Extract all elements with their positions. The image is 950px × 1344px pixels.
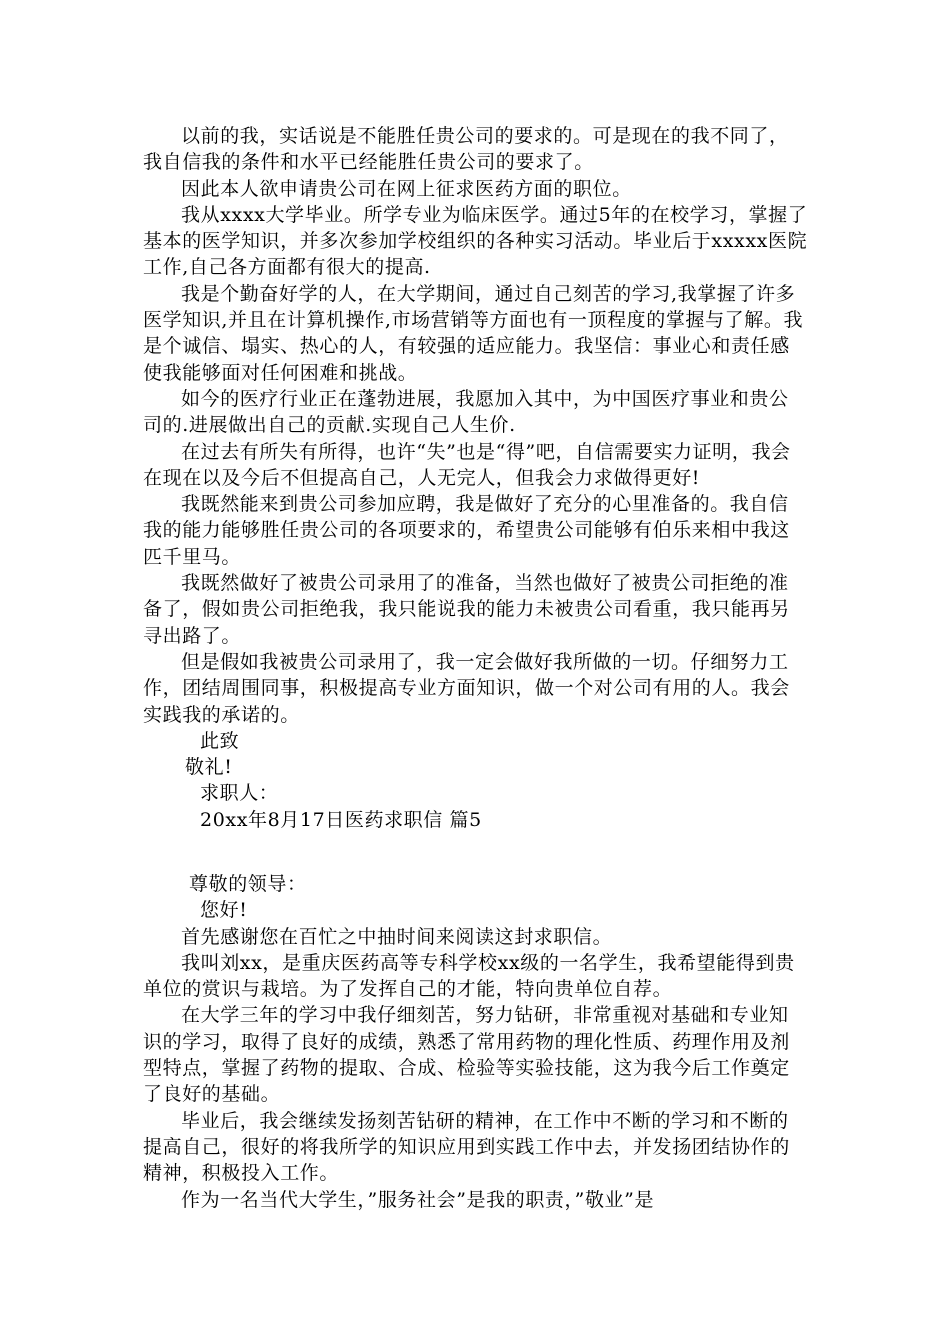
letter-body-part-2 — [143, 871, 808, 1213]
greeting-line: 尊敬的领导： — [189, 873, 307, 895]
salute-line: 敬礼! — [185, 756, 233, 779]
closing-line: 此致 — [200, 729, 240, 752]
letter-body-part-1 — [143, 123, 808, 833]
paragraph: 在过去有所失有所得，也许“失”也是“得”吧，自信需要实力证明，我会在现在以及今后不但提高自己，人无完人，但我会力求做得更好! — [143, 440, 791, 489]
paragraph: 毕业后，我会继续发扬刻苦钻研的精神，在工作中不断的学习和不断的提高自己，很好的将我所学的知识应用到实践工作中去，并发扬团结协作的精神，积极投入工作。 — [143, 1109, 790, 1185]
paragraph: 我从xxxx大学毕业。所学专业为临床医学。通过5年的在校学习，掌握了基本的医学知识，并多次参加学校组织的各种实习活动。毕业后于xxxxx医院工作,自己各方面都有很大的提高. — [143, 203, 808, 279]
paragraph: 在大学三年的学习中我仔细刻苦，努力钻研，非常重视对基础和专业知识的学习，取得了良好的成绩，熟悉了常用药物的理化性质、药理作用及剂型特点，掌握了药物的提取、合成、检验等实验技能，这为我今后工作奠定了良好的基础。 — [143, 1004, 790, 1106]
paragraph: 以前的我，实话说是不能胜任贵公司的要求的。可是现在的我不同了，我自信我的条件和水平已经能胜任贵公司的要求了。 — [143, 125, 789, 174]
paragraph: 我叫刘xx，是重庆医药高等专科学校xx级的一名学生，我希望能得到贵单位的赏识与栽培。为了发挥自己的才能，特向贵单位自荐。 — [143, 951, 795, 1001]
paragraph: 但是假如我被贵公司录用了，我一定会做好我所做的一切。仔细努力工作，团结周围同事，积极提高专业方面知识，做一个对公司有用的人。我会实践我的承诺的。 — [143, 650, 790, 726]
paragraph: 如今的医疗行业正在蓬勃进展，我愿加入其中，为中国医疗事业和贵公司的.进展做出自己的贡献.实现自己人生价. — [143, 387, 789, 437]
paragraph: 作为一名当代大学生，”服务社会”是我的职责，”敬业”是 — [181, 1188, 655, 1211]
paragraph: 我既然能来到贵公司参加应聘，我是做好了充分的心里准备的。我自信我的能力能够胜任贵公司的各项要求的，希望贵公司能够有伯乐来相中我这匹千里马。 — [143, 493, 790, 568]
paragraph: 我既然做好了被贵公司录用了的准备，当然也做好了被贵公司拒绝的准备了，假如贵公司拒绝我，我只能说我的能力未被贵公司看重，我只能再另寻出路了。 — [143, 572, 790, 647]
paragraph: 首先感谢您在百忙之中抽时间来阅读这封求职信。 — [181, 925, 613, 948]
paragraph: 我是个勤奋好学的人，在大学期间，通过自己刻苦的学习,我掌握了许多医学知识,并且在计算机操作,市场营销等方面也有一顶程度的掌握与了解。我是个诚信、塌实、热心的人，有较强的适应能力。我坚信：事业心和责任感使我能够面对任何困难和挑战。 — [143, 282, 804, 384]
date-line: 20xx年8月17日医药求职信 篇5 — [200, 808, 482, 831]
hello-line: 您好! — [200, 899, 248, 922]
applicant-line: 求职人： — [200, 782, 279, 805]
paragraph: 因此本人欲申请贵公司在网上征求医药方面的职位。 — [181, 177, 632, 200]
